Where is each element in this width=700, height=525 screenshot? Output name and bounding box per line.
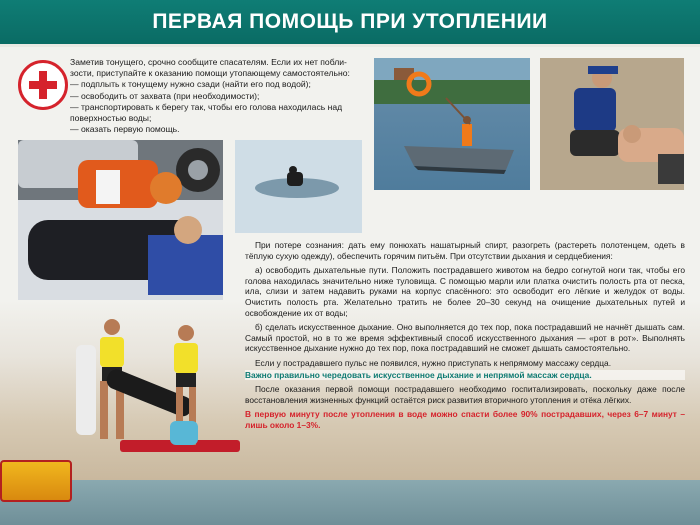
paragraph-unconscious: При потере сознания: дать ему понюхать нашатырный спирт, разогреть (растереть полотенцем, одеть в тёплую сухую одежду), обеспечить горячим питьём. При отсутствии дыхания и сердцебиения: <box>245 240 685 261</box>
intro-line: — подплыть к тонущему нужно сзади (найти его под водой); <box>70 79 311 90</box>
intro-text <box>70 57 362 135</box>
red-cross-icon <box>18 60 68 110</box>
sea-strip <box>0 480 700 525</box>
roadside-first-aid-photo <box>18 140 223 300</box>
beach-resuscitation-illustration <box>540 58 684 190</box>
ice-hole-photo <box>235 140 362 233</box>
boat-rescue-illustration <box>374 58 530 190</box>
paragraph-artificial-breathing: б) сделать искусственное дыхание. Оно выполняется до тех пор, пока пострадавший не начнёт дышать сам. Самый простой, но в то же время эффективный способ искусственного дыхания — «рот в рот». Выполнять искусственное дыхание нужно до тех пор, пока пострадавший не сможет дышать самостоятельно. <box>245 322 685 354</box>
header-bar <box>0 0 700 47</box>
paragraph-hospitalization: После оказания первой помощи пострадавшего необходимо госпитализировать, поскольку даже после восстановления жизненных функций остаётся риск развития вторичного утопления и отёка лёгких. <box>245 384 685 405</box>
rescuers-figures <box>70 315 240 465</box>
paragraph-airways: а) освободить дыхательные пути. Положить пострадавшего животом на бедро согнутой ноги так, чтобы его голова находилась значительно ниже туловища. С помощью марли или платка очистить полость рта от песка, ила, слизи и затем надавить руками на корпус спасённого: это освободит его лёгкие и желудок от воды. Очистить полость рта. Желательно тратить не более 20–30 секунд на очищение дыхательных путей и освобождение их от воды; <box>245 265 685 318</box>
intro-line: поверхностью воды; <box>70 113 152 124</box>
warning-statistics: В первую минуту после утопления в воде можно спасти более 90% пострадавших, через 6–7 минут – лишь около 1–3%. <box>245 409 685 430</box>
beach-resuscitation-photo <box>540 58 684 190</box>
intro-line: — освободить от захвата (при необходимости); <box>70 90 260 101</box>
main-instructions <box>245 240 685 435</box>
intro-line: — оказать первую помощь. <box>70 124 180 135</box>
intro-line: зости, приступайте к оказанию помощи утопающему самостоятельно: <box>70 68 350 79</box>
highlight-note: Важно правильно чередовать искусственное дыхание и непрямой массаж сердца. <box>245 370 685 381</box>
ice-hole-illustration <box>235 140 362 233</box>
intro-line: Заметив тонущего, срочно сообщите спасателям. Если их нет побли- <box>70 57 347 67</box>
paragraph-heart-massage: Если у пострадавшего пульс не появился, нужно приступать к непрямому массажу сердца. <box>255 357 612 368</box>
rescue-board <box>0 460 72 502</box>
boat-rescue-photo <box>374 58 530 190</box>
roadside-first-aid-illustration <box>18 140 223 300</box>
page-title: ПЕРВАЯ ПОМОЩЬ ПРИ УТОПЛЕНИИ <box>152 10 548 33</box>
intro-line: — транспортировать к берегу так, чтобы его голова находилась над <box>70 101 343 112</box>
